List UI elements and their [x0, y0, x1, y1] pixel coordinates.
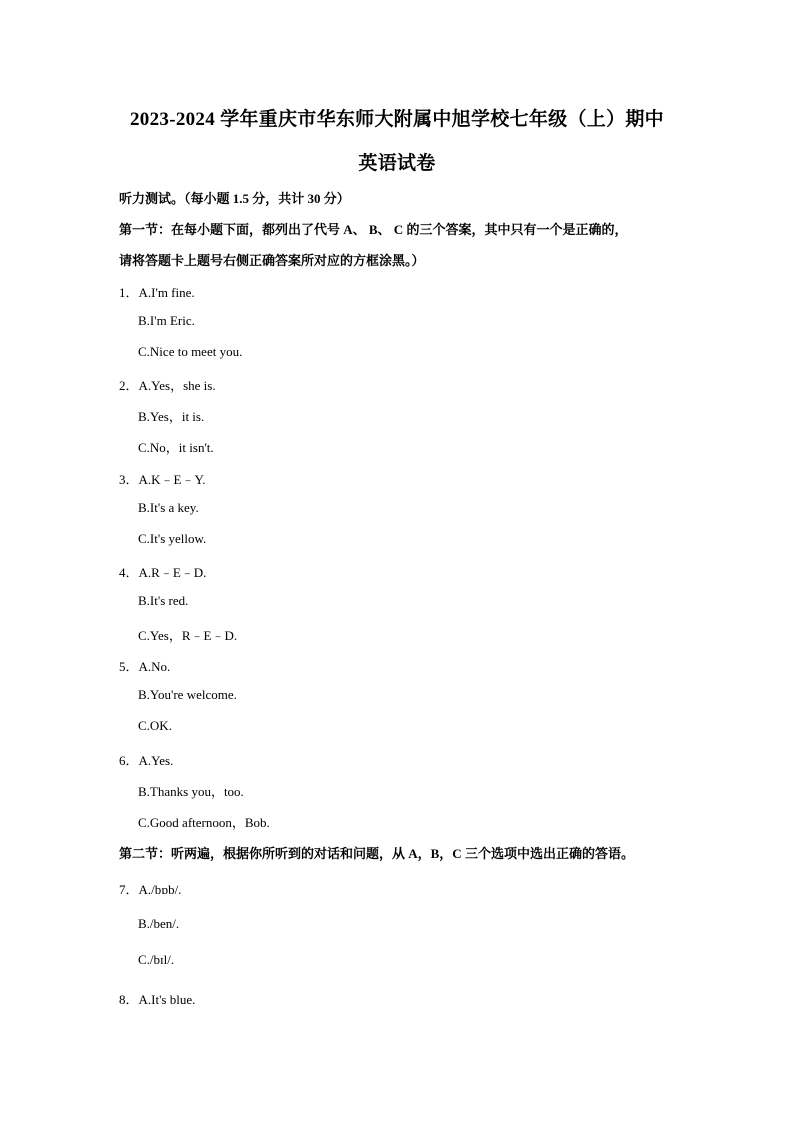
question-7-option-c: C./bɪl/. — [138, 952, 175, 967]
listening-heading: 听力测试。（每小题 1.5 分，共计 30 分） — [119, 191, 350, 206]
question-5 — [119, 656, 170, 675]
question-number: 4． — [119, 565, 139, 580]
section1-instructions-line1: 第一节：在每小题下面，都列出了代号 A、 B、 C 的三个答案，其中只有一个是正确的， — [119, 222, 628, 237]
section1-instructions-line2: 请将答题卡上题号右侧正确答案所对应的方框涂黑。） — [119, 253, 425, 268]
question-number: 7． — [119, 882, 139, 897]
question-5-option-c: C.OK. — [138, 718, 172, 733]
question-4 — [119, 562, 206, 581]
question-6-option-c: C.Good afternoon，Bob. — [138, 815, 270, 830]
question-number: 1． — [119, 285, 139, 300]
question-number: 3． — [119, 472, 139, 487]
option-a: A.K﹣E﹣Y. — [138, 472, 206, 487]
question-number: 8． — [119, 992, 139, 1007]
question-2 — [119, 375, 216, 394]
option-a: A.Yes，she is. — [138, 378, 216, 393]
question-4-option-c: C.Yes，R﹣E﹣D. — [138, 628, 238, 643]
section2-instructions: 第二节：听两遍，根据你所听到的对话和问题，从 A，B，C 三个选项中选出正确的答语。 — [119, 846, 634, 861]
option-a: A.I'm fine. — [138, 285, 195, 300]
page-title-line1: 2023-2024 学年重庆市华东师大附属中旭学校七年级（上）期中 — [130, 109, 664, 130]
question-6-option-b: B.Thanks you，too. — [138, 784, 244, 799]
page-title-line2: 英语试卷 — [358, 153, 436, 174]
question-3-option-b: B.It's a key. — [138, 500, 199, 515]
question-1-option-c: C.Nice to meet you. — [138, 344, 243, 359]
question-1-option-b: B.I'm Eric. — [138, 313, 195, 328]
option-a: A.It's blue. — [138, 992, 196, 1007]
question-number: 2． — [119, 378, 139, 393]
question-1 — [119, 282, 195, 301]
question-3-option-c: C.It's yellow. — [138, 531, 207, 546]
option-a: A.No. — [138, 659, 171, 674]
option-a: A./bɒb/. — [138, 882, 182, 897]
question-4-option-b: B.It's red. — [138, 593, 189, 608]
question-2-option-c: C.No，it isn't. — [138, 440, 214, 455]
question-number: 6． — [119, 753, 139, 768]
option-a: A.Yes. — [138, 753, 174, 768]
question-7 — [119, 879, 181, 898]
question-8 — [119, 989, 195, 1008]
question-7-option-b: B./ben/. — [138, 916, 180, 931]
question-3 — [119, 469, 205, 488]
option-a: A.R﹣E﹣D. — [138, 565, 207, 580]
question-number: 5． — [119, 659, 139, 674]
question-5-option-b: B.You're welcome. — [138, 687, 237, 702]
question-6 — [119, 750, 173, 769]
question-2-option-b: B.Yes，it is. — [138, 409, 205, 424]
